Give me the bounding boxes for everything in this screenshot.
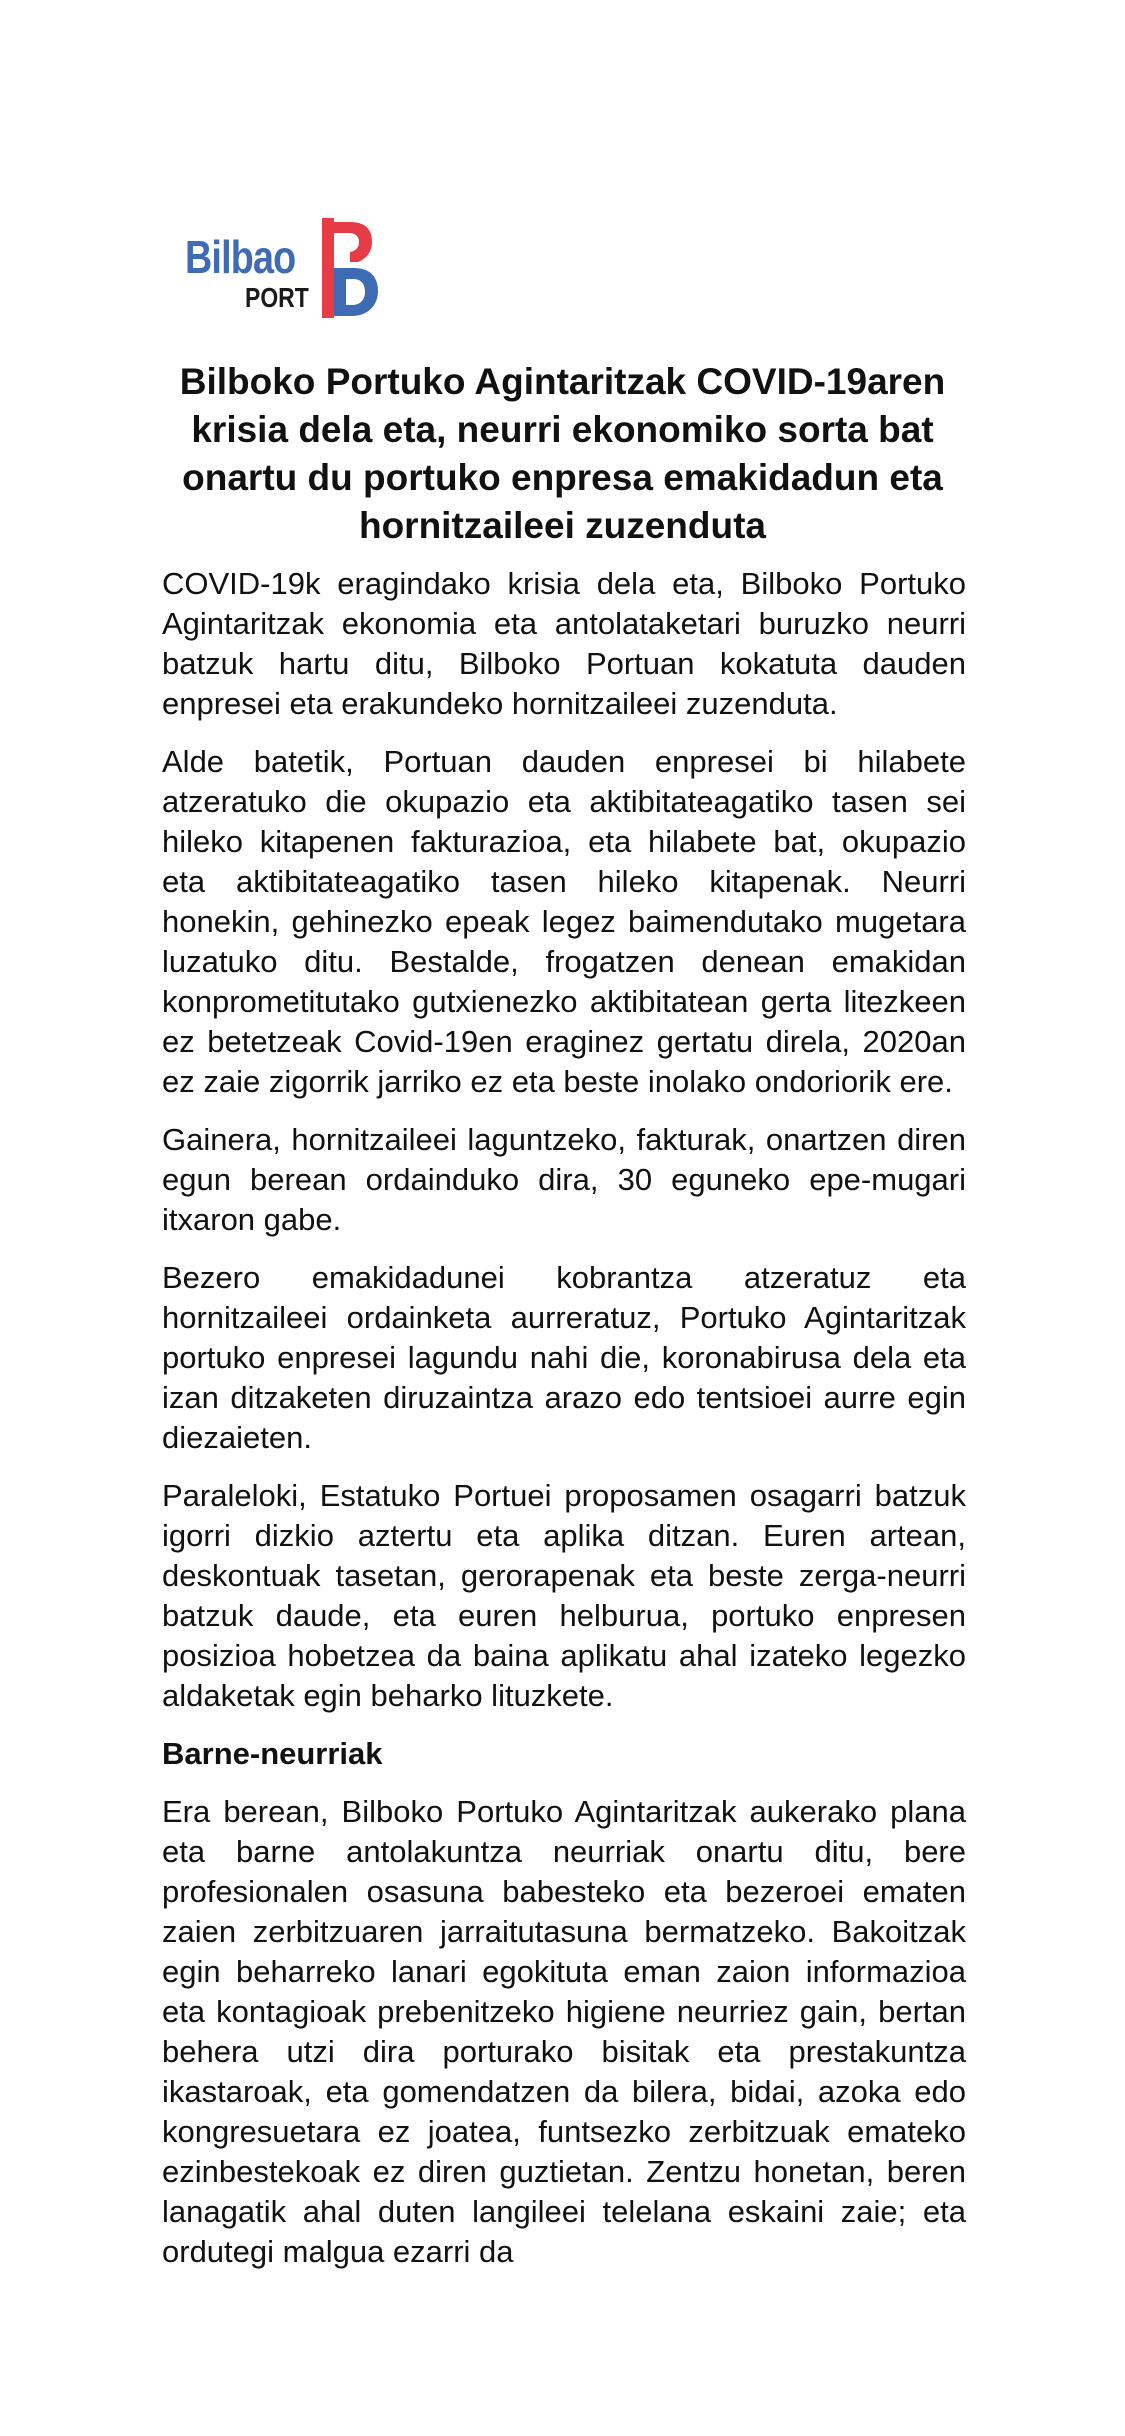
article-body bbox=[162, 564, 966, 2290]
paragraph: COVID-19k eragindako krisia dela eta, Bilboko Portuko Agintaritzak ekonomia eta antolataketari buruzko neurri batzuk hartu ditu, Bilboko Portuan kokatuta dauden enpresei eta erakundeko hornitzaileei zuzenduta. bbox=[162, 566, 966, 721]
paragraph: Paraleloki, Estatuko Portuei proposamen osagarri batzuk igorri dizkio aztertu eta aplika ditzan. Euren artean, deskontuak tasetan, gerorapenak eta beste zerga-neurri batzuk daude, eta euren helburua, portuko enpresen posizioa hobetzea da baina aplikatu ahal izateko legezko aldaketak egin beharko lituzkete. bbox=[162, 1478, 966, 1713]
logo-b-mark-icon bbox=[320, 218, 380, 318]
article-title: Bilboko Portuko Agintaritzak COVID-19aren krisia dela eta, neurri ekonomiko sorta bat onartu du portuko enpresa emakidadun eta hornitzaileei zuzenduta bbox=[179, 361, 946, 546]
bilbao-port-logo bbox=[185, 218, 385, 328]
paragraph: Alde batetik, Portuan dauden enpresei bi hilabete atzeratuko die okupazio eta aktibitateagatiko tasen sei hileko kitapenen fakturazioa, eta hilabete bat, okupazio eta aktibitateagatiko tasen hileko kitapenak. Neurri honekin, gehinezko epeak legez baimendutako mugetara luzatuko ditu. Bestalde, frogatzen denean emakidan konprometitutako gutxienezko aktibitatean gerta litezkeen ez betetzeak Covid-19en eraginez gertatu direla, 2020an ez zaie zigorrik jarriko ez eta beste inolako ondoriorik ere. bbox=[162, 744, 966, 1099]
paragraph: Bezero emakidadunei kobrantza atzeratuz eta hornitzaileei ordainketa aurreratuz, Portuko Agintaritzak portuko enpresei lagundu nahi die, koronabirusa dela eta izan ditzaketen diruzaintza arazo edo tentsioei aurre egin diezaieten. bbox=[162, 1260, 966, 1455]
section-heading: Barne-neurriak bbox=[162, 1736, 383, 1771]
paragraph: Gainera, hornitzaileei laguntzeko, fakturak, onartzen diren egun berean ordainduko dira, 30 eguneko epe-mugari itxaron gabe. bbox=[162, 1122, 966, 1237]
logo-subword: PORT bbox=[245, 282, 309, 313]
logo-wordmark: Bilbao bbox=[185, 231, 296, 283]
paragraph: Era berean, Bilboko Portuko Agintaritzak aukerako plana eta barne antolakuntza neurriak onartu ditu, bere profesionalen osasuna babesteko eta bezeroei ematen zaien zerbitzuaren jarraitutasuna bermatzeko. Bakoitzak egin beharreko lanari egokituta eman zaion informazioa eta kontagioak prebenitzeko higiene neurriez gain, bertan behera utzi dira porturako bisitak eta prestakuntza ikastaroak, eta gomendatzen da bilera, bidai, azoka edo kongresuetara ez joatea, funtsezko zerbitzuak emateko ezinbestekoak ez diren guztietan. Zentzu honetan, beren lanagatik ahal duten langileei telelana eskaini zaie; eta ordutegi malgua ezarri da bbox=[162, 1794, 966, 2269]
